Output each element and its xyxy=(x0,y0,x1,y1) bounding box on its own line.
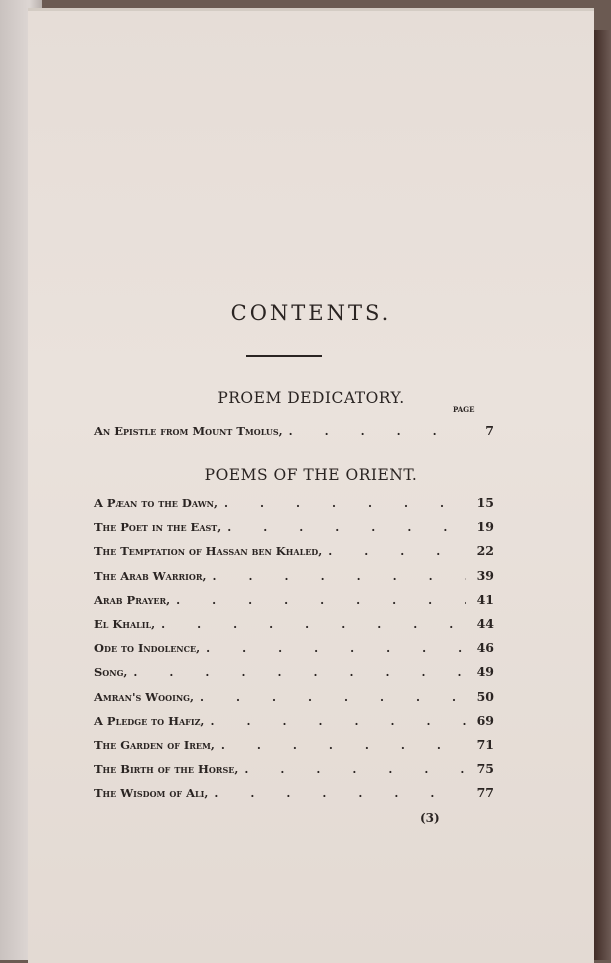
toc-entry xyxy=(94,423,494,443)
leader-dots xyxy=(210,714,466,728)
toc-entry xyxy=(94,543,494,563)
leader-dots xyxy=(214,786,466,800)
entry-page: 75 xyxy=(476,761,494,777)
leader-dots xyxy=(221,738,466,752)
entry-title: A Pæan to the Dawn, xyxy=(94,496,218,510)
entry-page: 19 xyxy=(476,519,494,535)
entry-page: 71 xyxy=(476,737,494,752)
entry-title: Ode to Indolence, xyxy=(94,641,201,656)
entry-title: An Epistle from Mount Tmolus, xyxy=(94,424,283,438)
section-heading: PROEM DEDICATORY. xyxy=(217,389,405,407)
leader-dots xyxy=(213,569,466,583)
entry-title: Amran's Wooing, xyxy=(94,689,194,704)
entry-page: 49 xyxy=(476,664,494,680)
entry-title: Song, xyxy=(94,665,128,680)
entry-title: The Temptation of Hassan ben Khaled, xyxy=(94,544,323,559)
leader-dots xyxy=(176,593,466,607)
toc-entry xyxy=(94,616,494,636)
entry-page: 22 xyxy=(476,543,494,559)
entry-page: 50 xyxy=(476,688,494,704)
leader-dots xyxy=(328,544,466,558)
entry-page: 44 xyxy=(476,616,494,631)
entry-title: El Khalil, xyxy=(94,617,156,631)
toc-entry xyxy=(94,495,494,515)
book-page xyxy=(28,8,594,963)
toc-entry xyxy=(94,592,494,612)
toc-entry xyxy=(94,785,494,805)
entry-page: 39 xyxy=(476,567,494,583)
toc-entry xyxy=(94,761,494,781)
contents-title: CONTENTS. xyxy=(230,301,392,325)
leader-dots xyxy=(289,424,466,438)
toc-entry xyxy=(94,737,494,757)
entry-page: 15 xyxy=(476,495,494,510)
entry-title: The Arab Warrior, xyxy=(94,568,207,583)
entry-title: The Wisdom of Ali, xyxy=(94,786,209,801)
entry-title: The Poet in the East, xyxy=(94,520,222,535)
entry-title: The Birth of the Horse, xyxy=(94,762,239,777)
leader-dots xyxy=(200,690,466,704)
leader-dots xyxy=(161,617,466,631)
leader-dots xyxy=(244,762,466,776)
toc-entry xyxy=(94,640,494,660)
title-rule xyxy=(246,355,322,357)
toc-entry xyxy=(94,713,494,733)
page-column-label: PAGE xyxy=(453,405,475,414)
entry-title: The Garden of Irem, xyxy=(94,738,215,752)
toc-entry xyxy=(94,519,494,539)
toc-entry xyxy=(94,664,494,684)
entry-page: 41 xyxy=(476,591,494,607)
leader-dots xyxy=(224,496,466,510)
leader-dots xyxy=(227,520,466,534)
page-number: (3) xyxy=(420,811,440,825)
leader-dots xyxy=(206,641,466,655)
entry-title: A Pledge to Hafiz, xyxy=(94,713,205,728)
entry-page: 46 xyxy=(476,640,494,656)
entry-page: 77 xyxy=(476,785,494,801)
toc-entry xyxy=(94,568,494,588)
entry-page: 7 xyxy=(485,423,494,438)
leader-dots xyxy=(133,665,466,679)
entry-page: 69 xyxy=(476,712,494,728)
toc-entry xyxy=(94,689,494,709)
entry-title: Arab Prayer, xyxy=(94,592,171,607)
section-heading: POEMS OF THE ORIENT. xyxy=(204,466,418,484)
